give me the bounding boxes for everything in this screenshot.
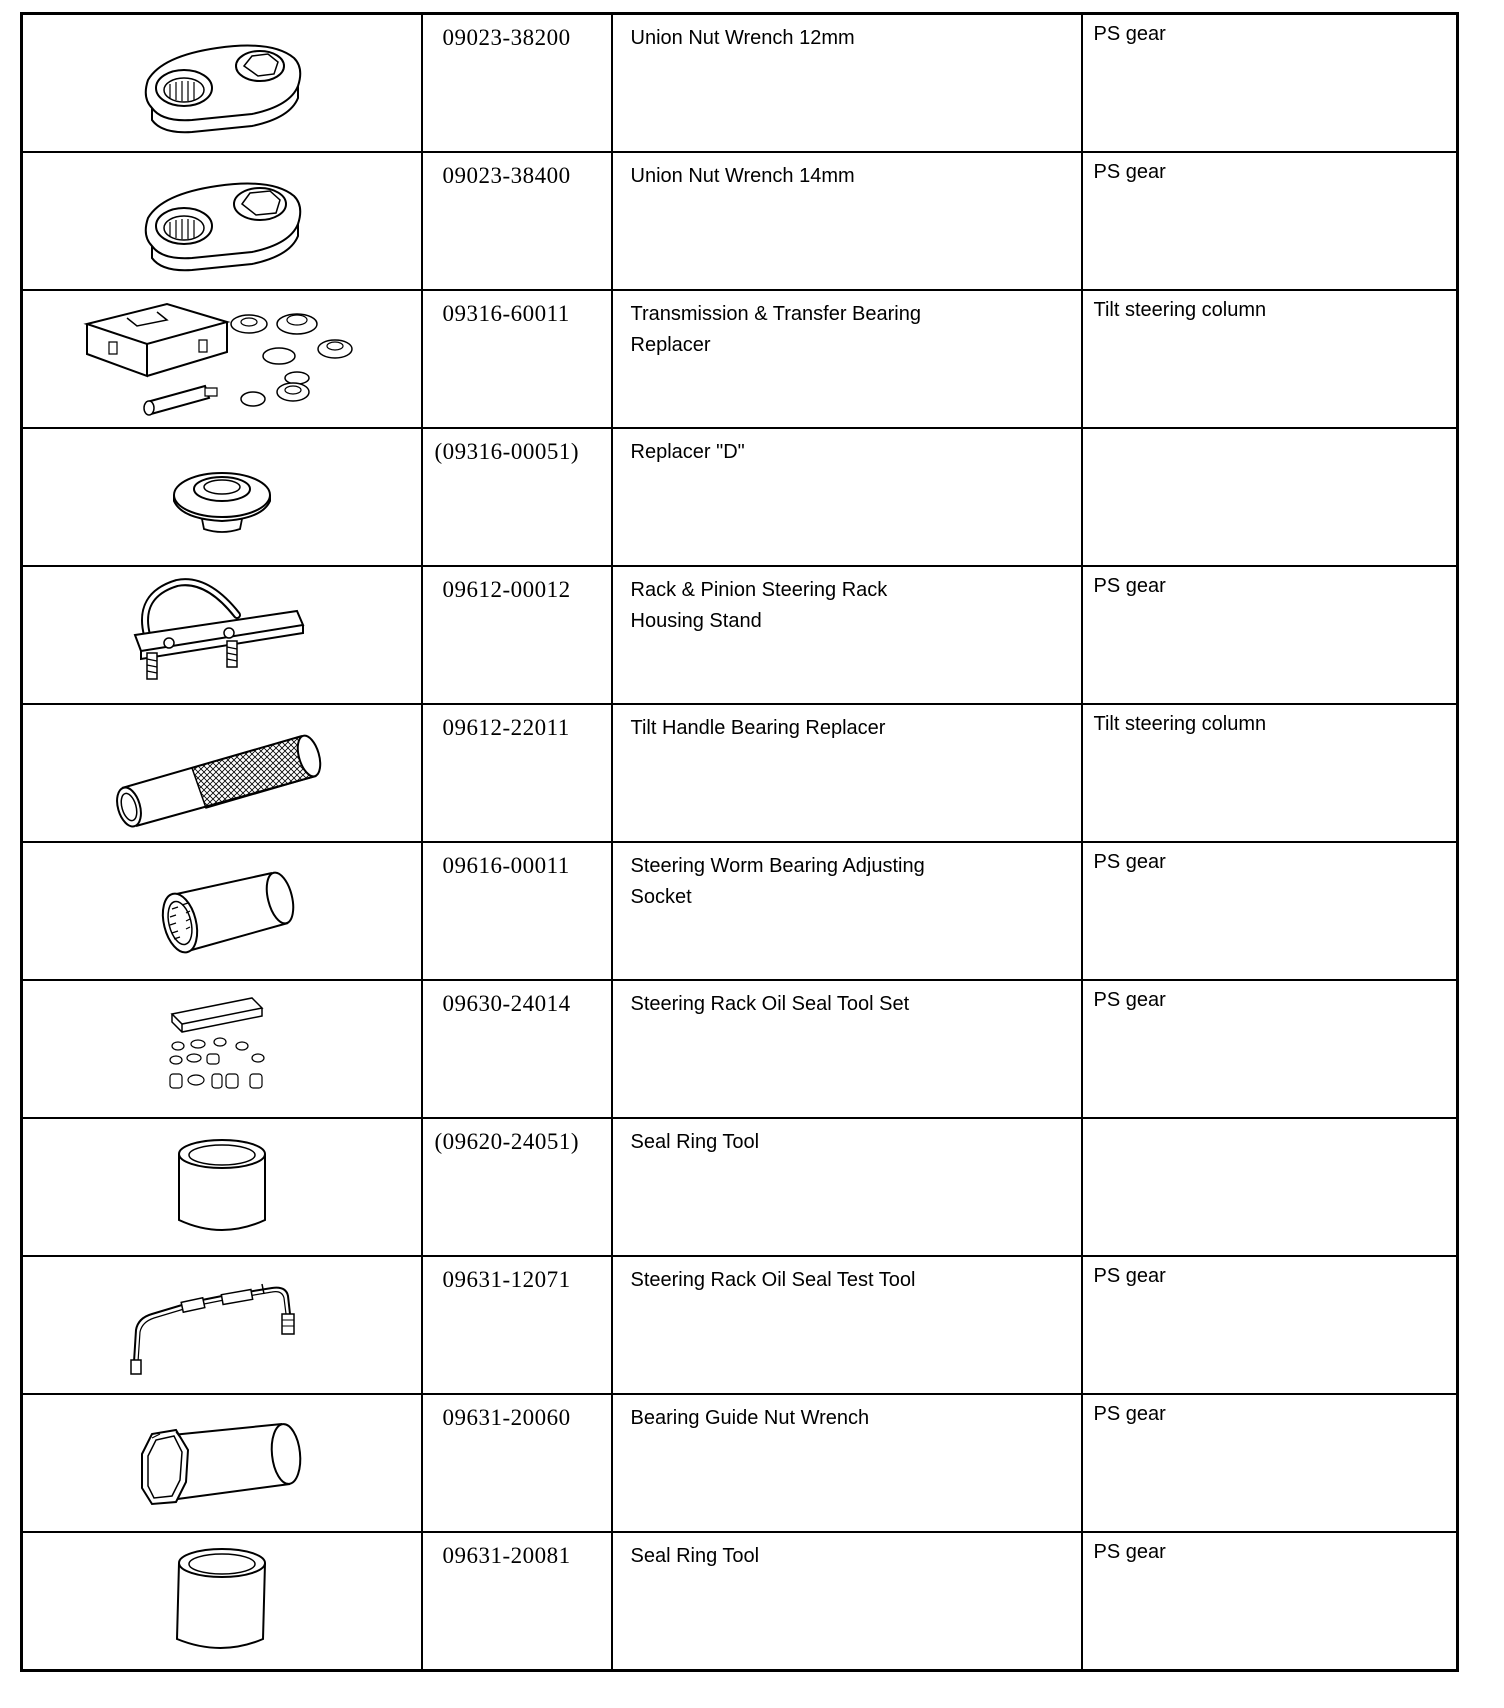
tool-name: Union Nut Wrench 14mm (630, 165, 855, 187)
bearing-replacer-kit-icon (77, 294, 367, 424)
tool-name-cell (612, 290, 1082, 428)
part-number-cell (422, 1394, 612, 1532)
tool-row (22, 980, 1458, 1118)
application-cell (1082, 1256, 1458, 1394)
application-cell (1082, 1118, 1458, 1256)
tool-name: Steering Rack Oil Seal Tool Set (630, 993, 910, 1015)
part-number: (09316-00051) (434, 439, 579, 464)
application-cell (1082, 14, 1458, 153)
replacer-d-icon (162, 457, 282, 537)
tool-row (22, 152, 1458, 290)
part-number: 09612-00012 (442, 577, 571, 602)
tool-name-cell (612, 704, 1082, 842)
tool-name: Union Nut Wrench 12mm (630, 27, 855, 49)
bearing-guide-nut-wrench-icon (122, 1408, 322, 1518)
part-number-cell (422, 842, 612, 980)
tool-illustration-cell (22, 980, 422, 1118)
tool-row (22, 1118, 1458, 1256)
part-number-cell (422, 1256, 612, 1394)
part-number: 09631-20081 (442, 1543, 571, 1568)
tool-illustration-cell (22, 704, 422, 842)
tool-name-cell (612, 1394, 1082, 1532)
part-number-cell (422, 14, 612, 153)
part-number-cell (422, 980, 612, 1118)
application-cell (1082, 980, 1458, 1118)
tool-name-cell (612, 842, 1082, 980)
application-note: PS gear (1093, 1403, 1166, 1425)
part-number-cell (422, 1532, 612, 1671)
tool-illustration-cell (22, 152, 422, 290)
part-number-cell (422, 566, 612, 704)
part-number: 09616-00011 (442, 853, 570, 878)
tool-name: Steering Rack Oil Seal Test Tool (630, 1269, 916, 1291)
application-cell (1082, 566, 1458, 704)
tool-illustration-cell (22, 1532, 422, 1671)
tool-name-cell (612, 566, 1082, 704)
tool-name-cell (612, 14, 1082, 153)
part-number-cell (422, 1118, 612, 1256)
application-cell (1082, 1394, 1458, 1532)
tool-name-cell (612, 980, 1082, 1118)
tool-row (22, 704, 1458, 842)
application-note: PS gear (1093, 989, 1166, 1011)
tool-row (22, 1256, 1458, 1394)
tool-name-cell (612, 1118, 1082, 1256)
tool-name-cell (612, 152, 1082, 290)
tool-illustration-cell (22, 566, 422, 704)
application-note (1083, 1119, 1457, 1127)
tool-illustration-cell (22, 428, 422, 566)
application-note: PS gear (1093, 1265, 1166, 1287)
tool-illustration-cell (22, 842, 422, 980)
tool-row (22, 1532, 1458, 1671)
tool-name: Rack & Pinion Steering Rack Housing Stand (630, 579, 888, 632)
part-number-cell (422, 152, 612, 290)
tool-row (22, 14, 1458, 153)
application-cell (1082, 704, 1458, 842)
application-note (1083, 429, 1457, 437)
part-number: 09631-12071 (442, 1267, 571, 1292)
application-cell (1082, 152, 1458, 290)
part-number: 09631-20060 (442, 1405, 571, 1430)
part-number: (09620-24051) (434, 1129, 579, 1154)
part-number: 09316-60011 (442, 301, 570, 326)
tool-name: Steering Worm Bearing Adjusting Socket (630, 855, 925, 908)
tool-row (22, 428, 1458, 566)
special-service-tools-table (20, 12, 1459, 1672)
tool-illustration-cell (22, 14, 422, 153)
application-cell (1082, 428, 1458, 566)
application-note: PS gear (1093, 161, 1166, 183)
part-number: 09023-38200 (442, 25, 571, 50)
tool-name: Seal Ring Tool (630, 1131, 760, 1153)
tool-name-cell (612, 1532, 1082, 1671)
application-note: PS gear (1093, 23, 1166, 45)
tool-name: Transmission & Transfer Bearing Replacer (630, 303, 921, 356)
tool-illustration-cell (22, 1394, 422, 1532)
part-number: 09612-22011 (442, 715, 570, 740)
application-cell (1082, 1532, 1458, 1671)
part-number: 09023-38400 (442, 163, 571, 188)
tool-name-cell (612, 428, 1082, 566)
tool-name-cell (612, 1256, 1082, 1394)
worm-bearing-socket-icon (142, 861, 302, 961)
part-number: 09630-24014 (442, 991, 571, 1016)
tool-illustration-cell (22, 1118, 422, 1256)
tool-row (22, 1394, 1458, 1532)
tool-row (22, 290, 1458, 428)
application-note: Tilt steering column (1093, 299, 1267, 321)
tool-illustration-cell (22, 1256, 422, 1394)
part-number-cell (422, 290, 612, 428)
part-number-cell (422, 704, 612, 842)
application-note: Tilt steering column (1093, 713, 1267, 735)
tilt-handle-bearing-replacer-icon (102, 718, 342, 828)
rack-housing-stand-icon (117, 575, 327, 695)
seal-ring-tool-icon (167, 1541, 277, 1661)
union-nut-wrench-12mm-icon (122, 28, 322, 138)
tool-row (22, 842, 1458, 980)
application-cell (1082, 842, 1458, 980)
tool-illustration-cell (22, 290, 422, 428)
union-nut-wrench-14mm-icon (122, 166, 322, 276)
application-note: PS gear (1093, 851, 1166, 873)
tool-row (22, 566, 1458, 704)
tool-name: Replacer "D" (630, 441, 745, 463)
tool-name: Seal Ring Tool (630, 1545, 760, 1567)
application-note: PS gear (1093, 1541, 1166, 1563)
part-number-cell (422, 428, 612, 566)
tool-name: Tilt Handle Bearing Replacer (630, 717, 886, 739)
oil-seal-tool-set-icon (162, 994, 282, 1104)
application-cell (1082, 290, 1458, 428)
application-note: PS gear (1093, 575, 1166, 597)
seal-ring-tool-icon (167, 1132, 277, 1242)
tool-name: Bearing Guide Nut Wrench (630, 1407, 870, 1429)
oil-seal-test-tool-icon (122, 1270, 322, 1380)
